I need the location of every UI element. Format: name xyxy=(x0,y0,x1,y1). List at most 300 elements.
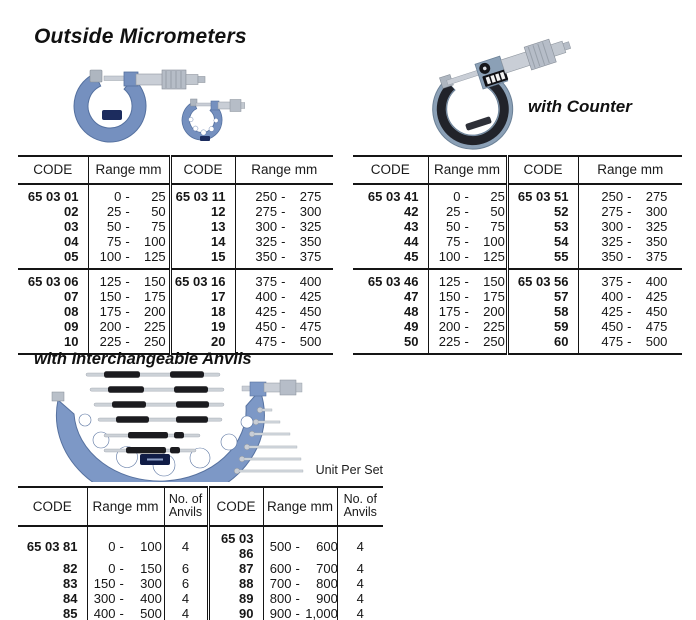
range-dash: - xyxy=(281,304,286,319)
code-cell: 65 03 86 xyxy=(208,526,263,561)
code-cell: 07 xyxy=(18,289,88,304)
range-cell xyxy=(578,304,682,319)
anvil-count-cell: 4 xyxy=(164,526,208,561)
range-cell xyxy=(263,591,337,606)
range-dash: - xyxy=(627,334,632,349)
table-row xyxy=(353,249,682,269)
range-dash: - xyxy=(125,249,130,264)
range-from: 225 xyxy=(438,334,461,349)
range-to: 250 xyxy=(143,334,166,349)
range-dash: - xyxy=(627,234,632,249)
range-dash: - xyxy=(281,319,286,334)
range-from: 450 xyxy=(255,319,278,334)
range-to: 375 xyxy=(645,249,668,264)
table-row xyxy=(353,269,682,289)
range-dash: - xyxy=(281,219,286,234)
range-cell xyxy=(428,334,507,354)
anvil-count-cell: 4 xyxy=(164,606,208,620)
code-cell: 14 xyxy=(170,234,235,249)
range-cell xyxy=(235,234,333,249)
code-cell: 48 xyxy=(353,304,428,319)
table-row xyxy=(18,606,383,620)
range-from: 325 xyxy=(601,234,624,249)
code-cell: 05 xyxy=(18,249,88,269)
range-to: 450 xyxy=(299,304,322,319)
range-dash: - xyxy=(464,334,469,349)
anvil-count-cell: 6 xyxy=(164,576,208,591)
range-to: 100 xyxy=(483,234,505,249)
range-to: 225 xyxy=(143,319,166,334)
range-to: 150 xyxy=(140,561,162,576)
table-row xyxy=(353,304,682,319)
range-dash: - xyxy=(464,319,469,334)
range-to: 300 xyxy=(645,204,668,219)
column-header: Range mm xyxy=(87,487,164,526)
range-cell xyxy=(578,269,682,289)
range-cell xyxy=(428,269,507,289)
range-from: 250 xyxy=(255,189,278,204)
range-dash: - xyxy=(281,274,286,289)
range-dash: - xyxy=(627,289,632,304)
range-dash: - xyxy=(627,219,632,234)
code-cell: 84 xyxy=(18,591,87,606)
range-cell xyxy=(88,249,170,269)
column-header: Range mm xyxy=(263,487,337,526)
table-row xyxy=(353,319,682,334)
table-row xyxy=(18,269,333,289)
range-from: 475 xyxy=(601,334,624,349)
code-cell: 65 03 56 xyxy=(507,269,578,289)
range-cell xyxy=(235,304,333,319)
range-from: 175 xyxy=(438,304,461,319)
range-cell xyxy=(578,184,682,204)
table-row xyxy=(18,561,383,576)
range-dash: - xyxy=(295,538,300,554)
outside-micrometers-table xyxy=(18,155,333,355)
range-cell xyxy=(578,334,682,354)
code-cell: 59 xyxy=(507,319,578,334)
range-dash: - xyxy=(125,319,130,334)
range-from: 400 xyxy=(255,289,278,304)
range-to: 200 xyxy=(483,304,505,319)
code-cell: 52 xyxy=(507,204,578,219)
range-dash: - xyxy=(464,219,469,234)
table-row xyxy=(18,304,333,319)
range-cell xyxy=(428,204,507,219)
range-to: 125 xyxy=(483,249,505,264)
table-row xyxy=(18,204,333,219)
range-to: 350 xyxy=(645,234,668,249)
range-from: 50 xyxy=(446,219,461,234)
outside-micrometers-photo xyxy=(50,50,245,150)
column-header: Range mm xyxy=(88,156,170,184)
code-cell: 88 xyxy=(208,576,263,591)
range-from: 0 xyxy=(108,538,116,554)
range-dash: - xyxy=(464,189,469,204)
range-to: 25 xyxy=(490,189,505,204)
range-dash: - xyxy=(464,304,469,319)
range-dash: - xyxy=(281,234,286,249)
code-cell: 15 xyxy=(170,249,235,269)
range-cell xyxy=(428,219,507,234)
range-from: 0 xyxy=(114,189,122,204)
range-dash: - xyxy=(125,204,130,219)
range-to: 800 xyxy=(316,576,338,591)
range-to: 300 xyxy=(140,576,162,591)
anvil-count-cell: 4 xyxy=(356,561,364,576)
range-to: 75 xyxy=(151,219,166,234)
range-from: 125 xyxy=(438,274,461,289)
range-from: 400 xyxy=(93,606,116,620)
code-cell: 55 xyxy=(507,249,578,269)
range-cell xyxy=(578,319,682,334)
code-cell: 19 xyxy=(170,319,235,334)
range-dash: - xyxy=(125,234,130,249)
code-cell: 65 03 11 xyxy=(170,184,235,204)
range-to: 50 xyxy=(490,204,505,219)
code-cell: 90 xyxy=(208,606,263,620)
range-from: 25 xyxy=(106,204,122,219)
range-cell xyxy=(428,249,507,269)
column-header: CODE xyxy=(18,487,87,526)
range-from: 200 xyxy=(99,319,122,334)
code-cell: 45 xyxy=(353,249,428,269)
range-to: 425 xyxy=(645,289,668,304)
range-to: 275 xyxy=(299,189,322,204)
range-from: 700 xyxy=(269,576,292,591)
range-cell xyxy=(88,204,170,219)
code-cell: 17 xyxy=(170,289,235,304)
range-to: 100 xyxy=(143,234,166,249)
anvil-count-cell: 4 xyxy=(164,591,208,606)
range-dash: - xyxy=(125,334,130,349)
range-from: 350 xyxy=(255,249,278,264)
anvil-count-cell: 4 xyxy=(356,576,364,591)
range-dash: - xyxy=(627,274,632,289)
range-cell xyxy=(578,289,682,304)
range-dash: - xyxy=(281,249,286,264)
code-cell: 10 xyxy=(18,334,88,354)
code-cell: 89 xyxy=(208,591,263,606)
anvil-count-cell: 6 xyxy=(164,561,208,576)
column-header: CODE xyxy=(18,156,88,184)
range-to: 200 xyxy=(143,304,166,319)
range-from: 50 xyxy=(106,219,122,234)
range-cell xyxy=(88,219,170,234)
range-from: 275 xyxy=(255,204,278,219)
range-from: 425 xyxy=(255,304,278,319)
range-dash: - xyxy=(464,274,469,289)
range-to: 300 xyxy=(299,204,322,219)
range-from: 800 xyxy=(269,591,292,606)
range-cell xyxy=(428,234,507,249)
code-cell: 12 xyxy=(170,204,235,219)
range-cell xyxy=(88,304,170,319)
code-cell: 04 xyxy=(18,234,88,249)
range-cell xyxy=(263,606,337,620)
code-cell: 65 03 46 xyxy=(353,269,428,289)
code-cell: 43 xyxy=(353,219,428,234)
range-cell xyxy=(428,304,507,319)
range-to: 175 xyxy=(143,289,166,304)
code-cell: 49 xyxy=(353,319,428,334)
range-to: 125 xyxy=(143,249,166,264)
column-header: CODE xyxy=(353,156,428,184)
range-cell xyxy=(235,289,333,304)
range-from: 200 xyxy=(438,319,461,334)
range-from: 350 xyxy=(601,249,624,264)
range-to: 600 xyxy=(316,538,338,554)
range-cell xyxy=(88,269,170,289)
range-cell xyxy=(578,234,682,249)
range-dash: - xyxy=(125,189,130,204)
range-cell xyxy=(578,219,682,234)
range-cell xyxy=(87,561,164,576)
column-header-line: No. of xyxy=(168,492,203,506)
range-dash: - xyxy=(125,219,130,234)
brand-label xyxy=(102,110,122,120)
range-to: 275 xyxy=(645,189,668,204)
range-to: 225 xyxy=(483,319,505,334)
interchangeable-anvils-table xyxy=(18,486,383,620)
column-header: CODE xyxy=(208,487,263,526)
range-cell xyxy=(428,319,507,334)
range-dash: - xyxy=(125,304,130,319)
range-to: 100 xyxy=(140,538,162,554)
table-row xyxy=(18,319,333,334)
header-row xyxy=(18,156,333,184)
code-cell: 47 xyxy=(353,289,428,304)
range-from: 25 xyxy=(446,204,461,219)
column-header: Range mm xyxy=(428,156,507,184)
range-from: 250 xyxy=(601,189,624,204)
range-cell xyxy=(235,269,333,289)
range-from: 150 xyxy=(93,576,116,591)
range-dash: - xyxy=(281,189,286,204)
range-to: 400 xyxy=(140,591,162,606)
code-cell: 57 xyxy=(507,289,578,304)
range-from: 225 xyxy=(99,334,122,349)
range-cell xyxy=(235,249,333,269)
range-dash: - xyxy=(125,289,130,304)
column-header-line: No. of xyxy=(343,492,377,506)
range-dash: - xyxy=(281,289,286,304)
anvil-count-cell: 4 xyxy=(356,591,364,606)
range-cell xyxy=(235,319,333,334)
range-from: 75 xyxy=(446,234,461,249)
range-dash: - xyxy=(119,576,124,591)
code-cell: 82 xyxy=(18,561,87,576)
table-row xyxy=(18,249,333,269)
code-cell: 53 xyxy=(507,219,578,234)
range-to: 50 xyxy=(151,204,166,219)
code-cell: 09 xyxy=(18,319,88,334)
column-header: CODE xyxy=(507,156,578,184)
range-dash: - xyxy=(295,606,300,620)
table-row xyxy=(18,219,333,234)
table-row xyxy=(18,576,383,591)
range-to: 150 xyxy=(143,274,166,289)
range-to: 900 xyxy=(316,591,338,606)
range-to: 500 xyxy=(140,606,162,620)
range-from: 275 xyxy=(601,204,624,219)
range-cell xyxy=(578,249,682,269)
range-cell xyxy=(87,526,164,561)
with-anvils-caption: with Interchangeable Anvils xyxy=(34,350,252,368)
range-from: 75 xyxy=(106,234,122,249)
range-to: 500 xyxy=(299,334,322,349)
range-from: 175 xyxy=(99,304,122,319)
range-cell xyxy=(88,184,170,204)
range-cell xyxy=(235,184,333,204)
column-header xyxy=(337,487,383,526)
range-cell xyxy=(428,289,507,304)
range-from: 0 xyxy=(453,189,461,204)
code-cell: 08 xyxy=(18,304,88,319)
range-from: 500 xyxy=(269,538,292,554)
table-row xyxy=(353,334,682,354)
range-dash: - xyxy=(464,204,469,219)
range-from: 150 xyxy=(99,289,122,304)
code-cell: 65 03 51 xyxy=(507,184,578,204)
table-row xyxy=(18,526,383,561)
range-dash: - xyxy=(119,561,124,576)
code-cell: 20 xyxy=(170,334,235,354)
code-cell: 54 xyxy=(507,234,578,249)
range-cell xyxy=(235,204,333,219)
range-to: 450 xyxy=(645,304,668,319)
code-cell: 42 xyxy=(353,204,428,219)
code-cell: 65 03 01 xyxy=(18,184,88,204)
range-from: 300 xyxy=(601,219,624,234)
code-cell: 65 03 81 xyxy=(18,526,87,561)
range-from: 450 xyxy=(601,319,624,334)
range-cell xyxy=(263,561,337,576)
code-cell: 65 03 06 xyxy=(18,269,88,289)
range-from: 100 xyxy=(438,249,461,264)
column-header-line: Anvils xyxy=(343,505,377,519)
range-to: 25 xyxy=(151,189,166,204)
code-cell: 87 xyxy=(208,561,263,576)
range-cell xyxy=(87,606,164,620)
column-header: CODE xyxy=(170,156,235,184)
range-dash: - xyxy=(627,304,632,319)
range-dash: - xyxy=(119,538,124,554)
range-to: 700 xyxy=(316,561,338,576)
range-dash: - xyxy=(627,204,632,219)
range-dash: - xyxy=(464,289,469,304)
range-cell xyxy=(87,591,164,606)
counter-micrometer-photo xyxy=(393,16,593,154)
code-cell: 18 xyxy=(170,304,235,319)
range-from: 425 xyxy=(601,304,624,319)
range-from: 0 xyxy=(108,561,116,576)
range-cell xyxy=(88,234,170,249)
range-to: 375 xyxy=(299,249,322,264)
with-counter-caption: with Counter xyxy=(528,97,632,116)
code-cell: 60 xyxy=(507,334,578,354)
range-dash: - xyxy=(627,249,632,264)
range-cell xyxy=(88,319,170,334)
column-header: Range mm xyxy=(235,156,333,184)
code-cell: 44 xyxy=(353,234,428,249)
range-from: 475 xyxy=(255,334,278,349)
table-row xyxy=(353,204,682,219)
range-from: 600 xyxy=(269,561,292,576)
range-to: 75 xyxy=(490,219,505,234)
range-dash: - xyxy=(627,189,632,204)
range-to: 400 xyxy=(299,274,322,289)
range-from: 400 xyxy=(601,289,624,304)
range-dash: - xyxy=(281,204,286,219)
range-to: 400 xyxy=(645,274,668,289)
range-to: 475 xyxy=(299,319,322,334)
range-cell xyxy=(87,576,164,591)
anvil-count-cell: 4 xyxy=(356,538,364,554)
range-from: 300 xyxy=(255,219,278,234)
code-cell: 50 xyxy=(353,334,428,354)
column-header xyxy=(164,487,208,526)
code-cell: 13 xyxy=(170,219,235,234)
range-from: 125 xyxy=(99,274,122,289)
range-cell xyxy=(263,576,337,591)
range-to: 1,000 xyxy=(305,606,338,620)
column-header-line: Anvils xyxy=(168,505,203,519)
range-from: 375 xyxy=(255,274,278,289)
range-cell xyxy=(263,526,337,561)
table-row xyxy=(18,289,333,304)
range-cell xyxy=(88,289,170,304)
range-from: 900 xyxy=(269,606,292,620)
range-to: 350 xyxy=(299,234,322,249)
range-cell xyxy=(235,219,333,234)
range-to: 250 xyxy=(483,334,505,349)
counter-micrometers-table xyxy=(353,155,682,355)
table-row xyxy=(353,219,682,234)
code-cell: 65 03 16 xyxy=(170,269,235,289)
range-dash: - xyxy=(627,319,632,334)
range-dash: - xyxy=(125,274,130,289)
range-to: 325 xyxy=(299,219,322,234)
range-from: 100 xyxy=(99,249,122,264)
page-title: Outside Micrometers xyxy=(34,25,247,48)
anvil-count-cell: 4 xyxy=(356,606,364,620)
table-row xyxy=(353,234,682,249)
table-row xyxy=(353,289,682,304)
range-to: 500 xyxy=(645,334,668,349)
range-cell xyxy=(428,184,507,204)
code-cell: 03 xyxy=(18,219,88,234)
header-row xyxy=(353,156,682,184)
range-dash: - xyxy=(119,606,124,620)
range-to: 325 xyxy=(645,219,668,234)
range-from: 150 xyxy=(438,289,461,304)
range-from: 375 xyxy=(601,274,624,289)
range-dash: - xyxy=(119,591,124,606)
anvil-set-photo xyxy=(28,370,308,482)
code-cell: 65 03 41 xyxy=(353,184,428,204)
table-row xyxy=(353,184,682,204)
code-cell: 02 xyxy=(18,204,88,219)
table-row xyxy=(18,591,383,606)
range-dash: - xyxy=(281,334,286,349)
table-row xyxy=(18,234,333,249)
range-dash: - xyxy=(295,561,300,576)
range-dash: - xyxy=(464,234,469,249)
code-cell: 83 xyxy=(18,576,87,591)
range-cell xyxy=(578,204,682,219)
column-header: Range mm xyxy=(578,156,682,184)
